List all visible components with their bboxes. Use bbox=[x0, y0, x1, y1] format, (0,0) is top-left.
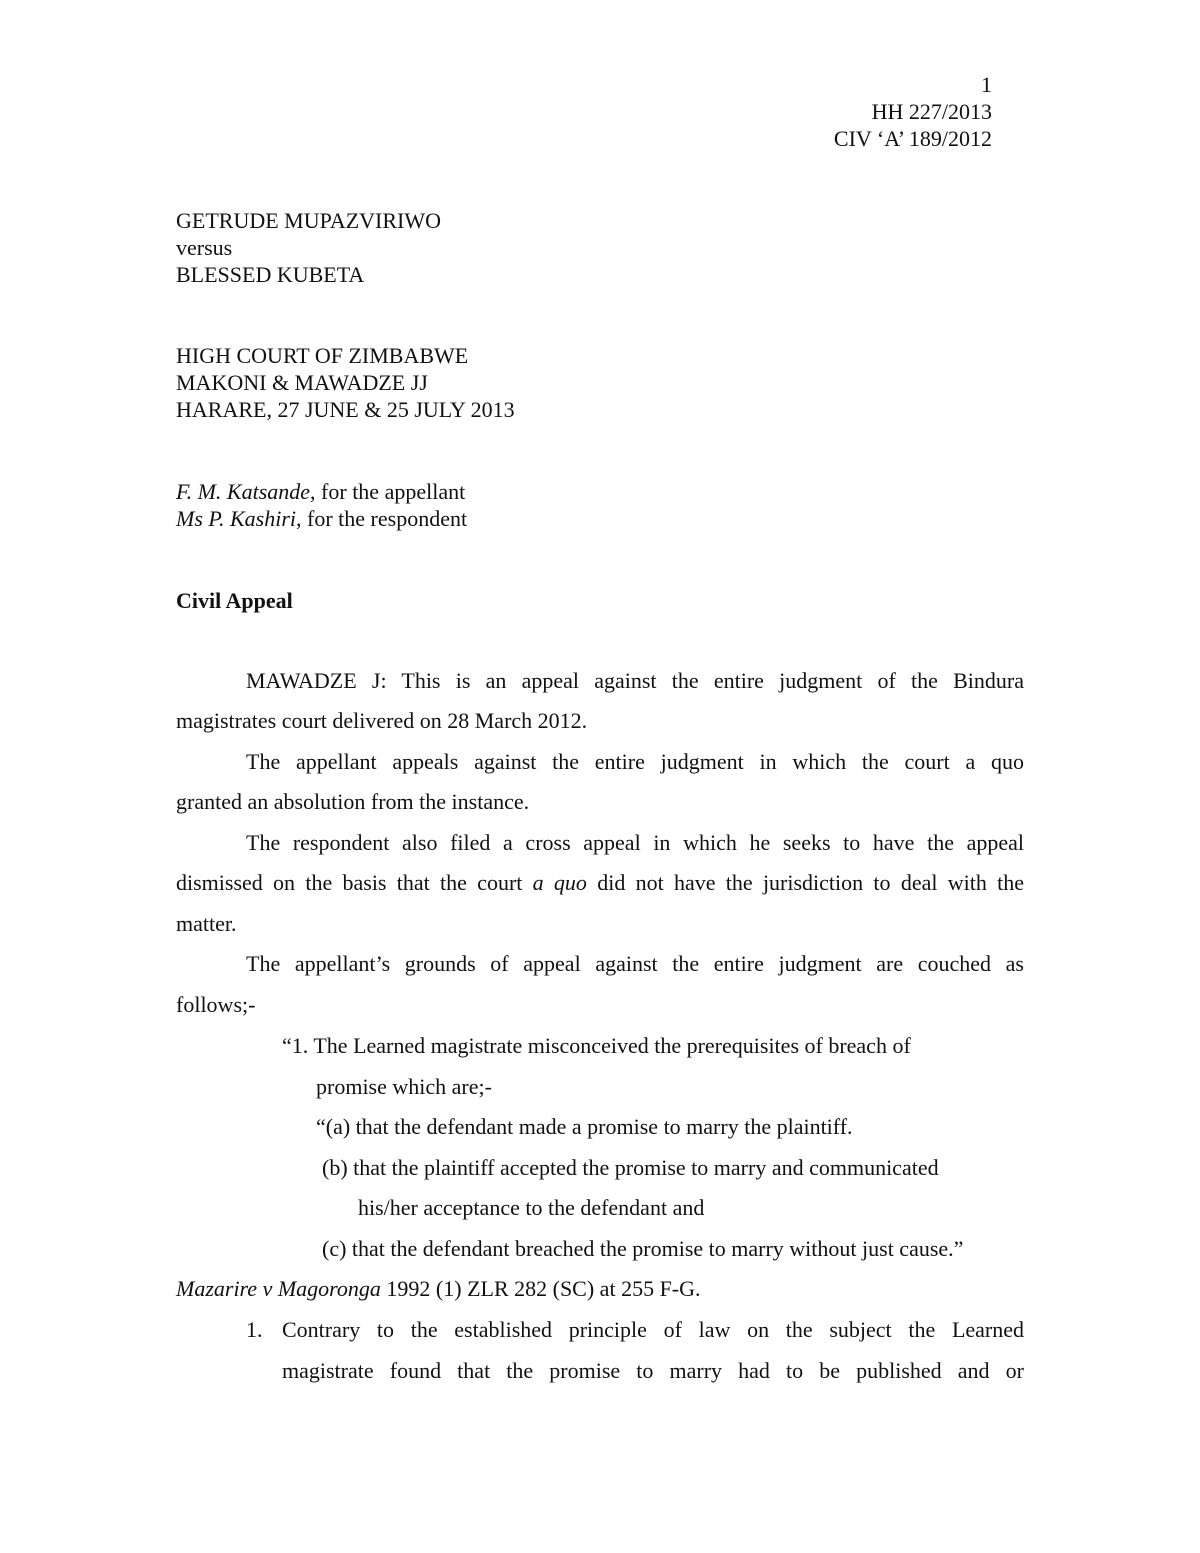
ground-1-line-1: “1. The Learned magistrate misconceived the prerequisites of breach of bbox=[282, 1033, 911, 1058]
paragraph-3-line-1: The respondent also filed a cross appeal in which he seeks to have the appeal bbox=[246, 830, 1024, 855]
civ-reference: CIV ‘A’ 189/2012 bbox=[833, 126, 992, 151]
place-date: HARARE, 27 JUNE & 25 JULY 2013 bbox=[176, 397, 515, 422]
paragraph-1-line-2: magistrates court delivered on 28 March 2012. bbox=[176, 708, 588, 733]
p3-text-a: dismissed on the basis that the court bbox=[176, 870, 533, 895]
p3-text-b: did not have the jurisdiction to deal with the bbox=[586, 870, 1024, 895]
respondent-counsel-name: Ms P. Kashiri bbox=[176, 506, 297, 531]
paragraph-3-line-3: matter. bbox=[176, 911, 237, 936]
respondent-name: BLESSED KUBETA bbox=[176, 262, 365, 287]
citation bbox=[176, 1275, 701, 1302]
citation-reference: 1992 (1) ZLR 282 (SC) at 255 F-G. bbox=[380, 1276, 701, 1301]
case-type-heading: Civil Appeal bbox=[176, 588, 293, 613]
page-number: 1 bbox=[981, 72, 992, 97]
court-name: HIGH COURT OF ZIMBABWE bbox=[176, 343, 469, 368]
numbered-item-line-1: Contrary to the established principle of law on the subject the Learned bbox=[282, 1317, 1024, 1342]
a-quo-italic: a quo bbox=[532, 870, 587, 895]
paragraph-4-line-2: follows;- bbox=[176, 992, 256, 1017]
respondent-counsel-role: , for the respondent bbox=[296, 506, 468, 531]
ground-item-b-line-2: his/her acceptance to the defendant and bbox=[358, 1195, 705, 1220]
paragraph-1-line-1: MAWADZE J: This is an appeal against the entire judgment of the Bindura bbox=[246, 668, 1024, 693]
appellant-name: GETRUDE MUPAZVIRIWO bbox=[176, 208, 442, 233]
respondent-counsel bbox=[176, 505, 467, 532]
numbered-item-number: 1. bbox=[246, 1317, 263, 1342]
ground-1-line-2: promise which are;- bbox=[316, 1074, 492, 1099]
ground-item-b-line-1: (b) that the plaintiff accepted the promise to marry and communicated bbox=[322, 1155, 939, 1180]
paragraph-4-line-1: The appellant’s grounds of appeal against the entire judgment are couched as bbox=[246, 951, 1024, 976]
paragraph-2-line-1: The appellant appeals against the entire judgment in which the court a quo bbox=[246, 749, 1024, 774]
appellant-counsel bbox=[176, 478, 465, 505]
paragraph-3-line-2 bbox=[176, 863, 1024, 904]
case-reference: HH 227/2013 bbox=[871, 99, 992, 124]
appellant-counsel-name: F. M. Katsande bbox=[176, 479, 311, 504]
versus-label: versus bbox=[176, 235, 233, 260]
appellant-counsel-role: , for the appellant bbox=[310, 479, 466, 504]
citation-case-name: Mazarire v Magoronga bbox=[176, 1276, 381, 1301]
paragraph-2-line-2: granted an absolution from the instance. bbox=[176, 789, 530, 814]
ground-item-a: “(a) that the defendant made a promise to marry the plaintiff. bbox=[316, 1114, 853, 1139]
numbered-item-line-2: magistrate found that the promise to marry had to be published and or bbox=[282, 1358, 1024, 1383]
ground-item-c: (c) that the defendant breached the promise to marry without just cause.” bbox=[322, 1236, 964, 1261]
judges: MAKONI & MAWADZE JJ bbox=[176, 370, 428, 395]
